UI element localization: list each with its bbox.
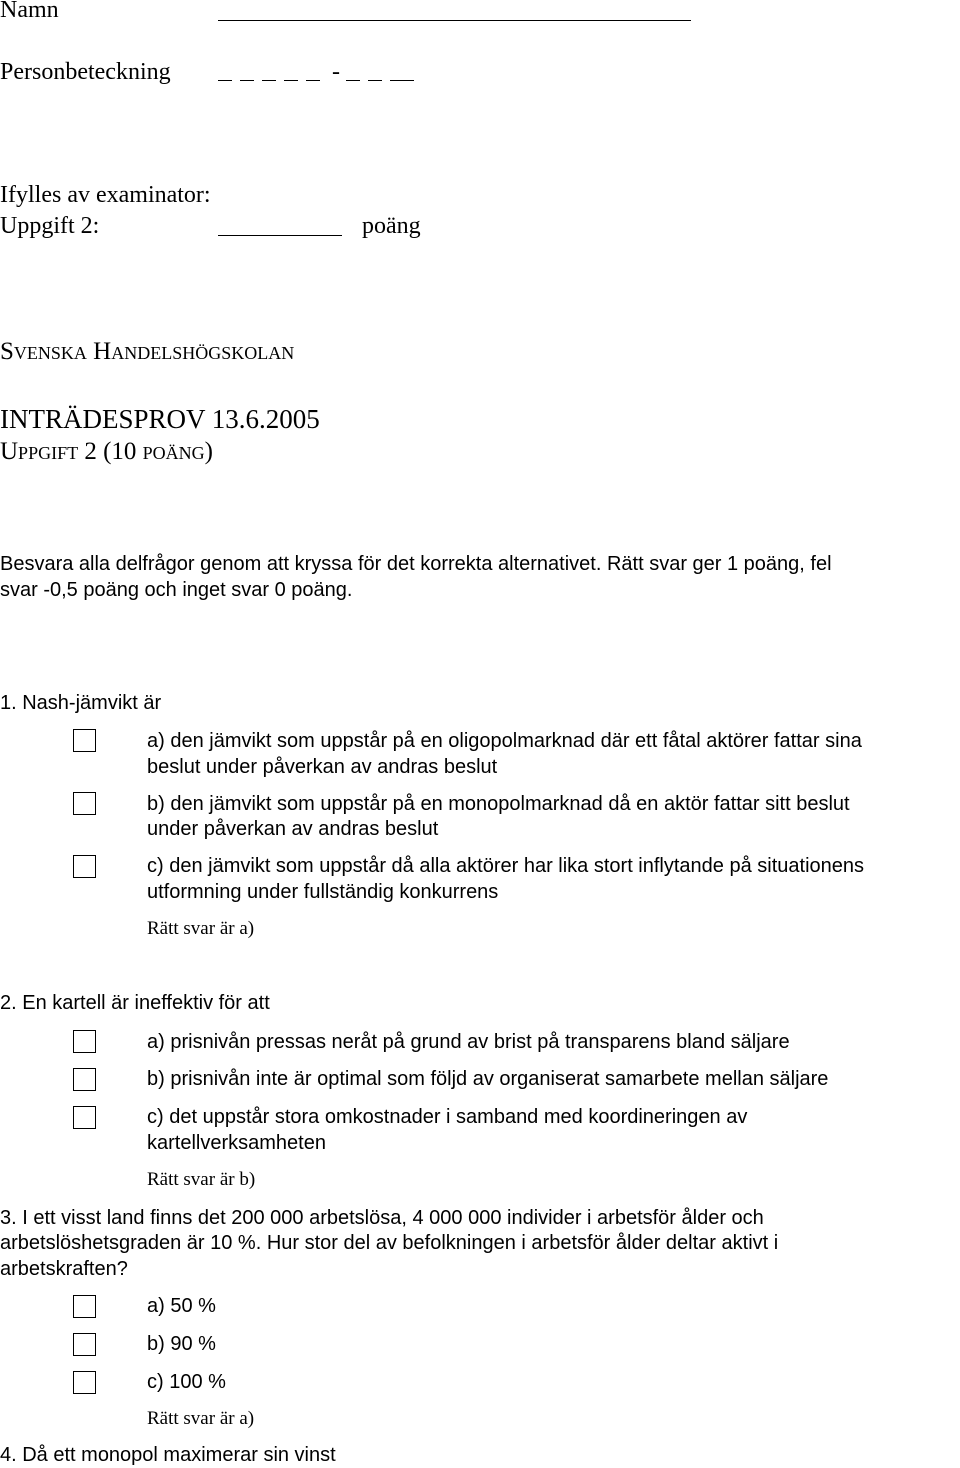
question-2-text: 2. En kartell är ineffektiv för att [0,992,270,1014]
question-2-answer: Rätt svar är b) [147,1169,256,1190]
question-3-option-a-checkbox[interactable] [73,1295,96,1318]
question-1-option-c-line-2: utformning under fullständig konkurrens [147,881,499,903]
question-1-option-b-line-1: b) den jämvikt som uppstår på en monopolmarknad då en aktör fattar sitt beslut [147,793,850,815]
question-3-answer: Rätt svar är a) [147,1408,255,1429]
exam-title: INTRÄDESPROV 13.6.2005 [0,404,320,434]
examiner-label: Ifylles av examinator: [0,182,211,208]
task-title: Uppgift 2 (10 poäng) [0,438,213,465]
name-label: Namn [0,0,59,23]
question-3-option-a-line-1: a) 50 % [147,1295,216,1317]
question-3-option-b-line-1: b) 90 % [147,1333,216,1355]
task-label: Uppgift 2: [0,213,100,239]
question-3-option-c-checkbox[interactable] [73,1371,96,1394]
question-1-text: 1. Nash-jämvikt är [0,692,162,714]
question-3-option-c-line-1: c) 100 % [147,1371,226,1393]
question-1-option-b-line-2: under påverkan av andras beslut [147,818,439,840]
instructions-line-2: svar -0,5 poäng och inget svar 0 poäng. [0,579,353,601]
question-1-answer: Rätt svar är a) [147,918,255,939]
instructions-line-1: Besvara alla delfrågor genom att kryssa för det korrekta alternativet. Rätt svar ger 1 poäng, fel [0,553,832,575]
points-label: poäng [362,213,421,239]
question-3-line-1: 3. I ett visst land finns det 200 000 arbetslösa, 4 000 000 individer i arbetsför ålder och [0,1207,764,1229]
question-2-option-a-checkbox[interactable] [73,1030,96,1053]
question-3-line-2: arbetslöshetsgraden är 10 %. Hur stor del av befolkningen i arbetsför ålder deltar aktivt i [0,1232,779,1254]
school-name: Svenska Handelshögskolan [0,338,295,365]
question-2-option-b-line-1: b) prisnivån inte är optimal som följd av organiserat samarbete mellan säljare [147,1068,829,1090]
question-1-option-a-line-1: a) den jämvikt som uppstår på en oligopolmarknad där ett fåtal aktörer fattar sina [147,730,862,752]
question-2-option-c-checkbox[interactable] [73,1106,96,1129]
question-1-option-b-checkbox[interactable] [73,792,96,815]
name-underline[interactable] [218,20,691,21]
question-2-option-c-line-2: kartellverksamheten [147,1132,326,1154]
personnr-label: Personbeteckning [0,59,171,85]
points-field[interactable] [218,235,342,236]
question-1-option-c-checkbox[interactable] [73,855,96,878]
question-1-option-a-checkbox[interactable] [73,729,96,752]
question-4-text: 4. Då ett monopol maximerar sin vinst [0,1444,336,1466]
question-2-option-c-line-1: c) det uppstår stora omkostnader i samband med koordineringen av [147,1106,748,1128]
question-2-option-a-line-1: a) prisnivån pressas neråt på grund av brist på transparens bland säljare [147,1031,790,1053]
question-2-option-b-checkbox[interactable] [73,1068,96,1091]
personnr-separator: - [332,59,340,85]
question-1-option-a-line-2: beslut under påverkan av andras beslut [147,756,498,778]
question-3-option-b-checkbox[interactable] [73,1333,96,1356]
question-3-line-3: arbetskraften? [0,1258,128,1280]
question-1-option-c-line-1: c) den jämvikt som uppstår då alla aktörer har lika stort inflytande på situationens [147,855,865,877]
